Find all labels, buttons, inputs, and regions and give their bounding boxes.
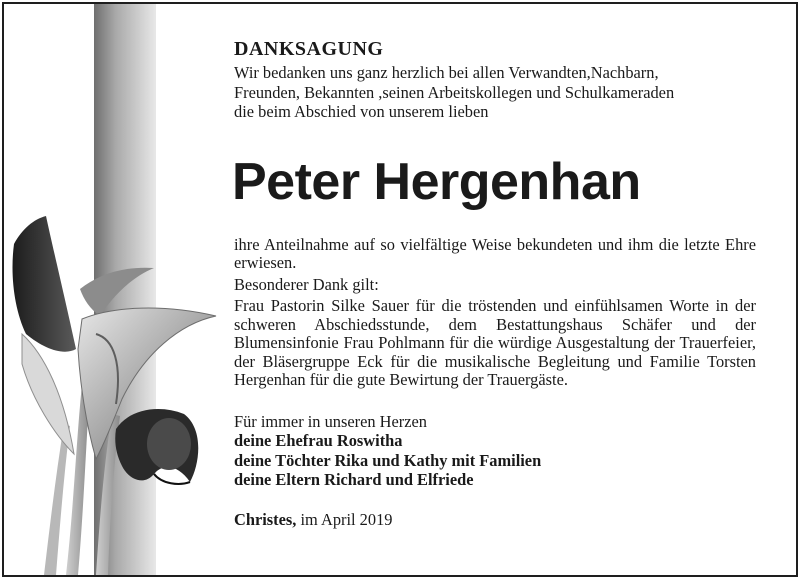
place-date: [234, 510, 756, 529]
special-thanks-label: Besonderer Dank gilt:: [234, 274, 379, 294]
notice-text: [234, 38, 756, 529]
heading-danksagung: DANKSAGUNG: [234, 38, 384, 60]
special-thanks-text: Frau Pastorin Silke Sauer für die tröstenden und einfühlsamen Worte in der schweren Abschiedsstunde, dem Bestattungshaus Schäfer und der Blumensinfonie Frau Pohlmann für die würdige Ausgestaltung der Trauerfeier, der Bläsergruppe Eck für die musikalische Begleitung und Familie Torsten Hergenhan für die gute Bewirtung der Trauergäste.: [234, 296, 756, 389]
date: im April 2019: [300, 509, 393, 529]
calla-lily-image: [4, 4, 234, 575]
family-member: deine Ehefrau Roswitha: [234, 431, 403, 450]
intro-line: die beim Abschied von unserem lieben: [234, 102, 489, 121]
family-member: deine Töchter Rika und Kathy mit Familien: [234, 450, 542, 470]
obituary-notice: [2, 2, 798, 577]
forever-line: Für immer in unseren Herzen: [234, 411, 427, 431]
place: Christes,: [234, 509, 297, 529]
thanks-paragraph: ihre Anteilnahme auf so vielfältige Weise bekundeten und ihm die letzte Ehre erwiesen.: [234, 234, 756, 272]
family-member: deine Eltern Richard und Elfriede: [234, 470, 474, 489]
intro-line: Wir bedanken uns ganz herzlich bei allen Verwandten,Nachbarn,: [234, 63, 659, 82]
deceased-name: Peter Hergenhan: [232, 152, 641, 211]
intro-line: Freunden, Bekannten ,seinen Arbeitskollegen und Schulkameraden: [234, 82, 675, 102]
